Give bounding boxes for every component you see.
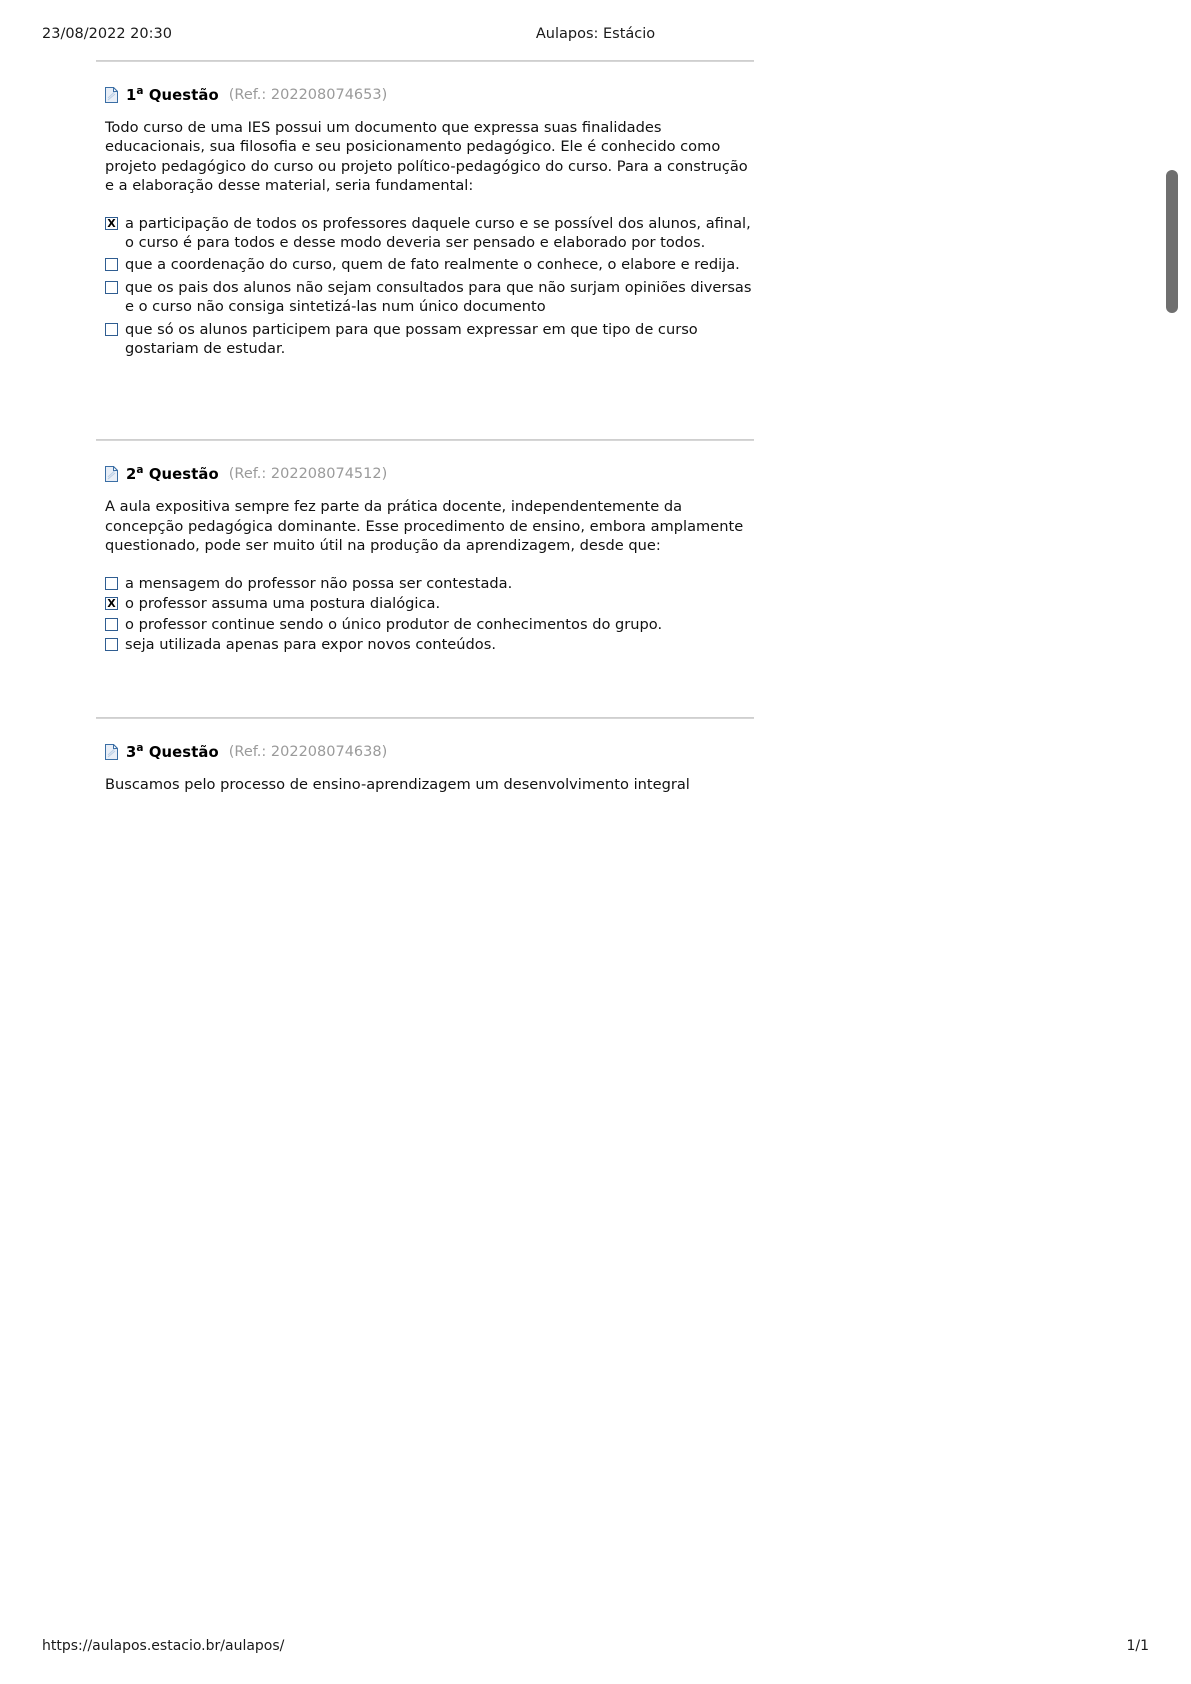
document-icon <box>105 744 118 760</box>
option-row[interactable] <box>105 594 756 613</box>
option-row[interactable] <box>105 574 756 593</box>
checkbox-icon[interactable] <box>105 618 118 631</box>
page-footer <box>0 1638 1191 1658</box>
checkbox-icon[interactable] <box>105 258 118 271</box>
block-spacer <box>96 361 756 439</box>
checkbox-checked-icon[interactable] <box>105 217 118 230</box>
options-list-2 <box>96 556 756 655</box>
option-row[interactable] <box>105 615 756 634</box>
question-block-1 <box>96 62 756 358</box>
document-icon <box>105 466 118 482</box>
footer-url: https://aulapos.estacio.br/aulapos/ <box>42 1638 285 1654</box>
question-label-3: 3$^a$ Questão <box>126 741 219 761</box>
checkbox-checked-icon[interactable] <box>105 597 118 610</box>
option-label: que só os alunos participem para que possam expressar em que tipo de curso gostariam de estudar. <box>125 320 698 358</box>
option-label: o professor assuma uma postura dialógica. <box>125 595 441 613</box>
option-row[interactable] <box>105 214 756 253</box>
question-header-1 <box>96 62 756 105</box>
option-label: o professor continue sendo o único produtor de conhecimentos do grupo. <box>125 615 663 633</box>
checkbox-icon[interactable] <box>105 577 118 590</box>
option-row[interactable] <box>105 320 756 359</box>
option-label: a mensagem do professor não possa ser contestada. <box>125 574 513 592</box>
question-header-2 <box>96 441 756 484</box>
question-ref-3: (Ref.: 202208074638) <box>228 744 388 761</box>
option-row[interactable] <box>105 635 756 654</box>
question-body-2: A aula expositiva sempre fez parte da prática docente, independentemente da concepção pedagógica dominante. Esse procedimento de ensino, embora amplamente questionado, pode ser muito útil na produção da aprendizagem, desde que: <box>105 498 744 555</box>
document-icon <box>105 87 118 103</box>
checkbox-icon[interactable] <box>105 281 118 294</box>
block-spacer <box>96 655 756 717</box>
question-header-3 <box>96 719 756 762</box>
question-ref-1: (Ref.: 202208074653) <box>228 87 388 103</box>
option-label: que os pais dos alunos não sejam consultados para que não surjam opiniões diversas e o curso não consiga sintetizá-las num único documento <box>125 278 752 316</box>
option-label: seja utilizada apenas para expor novos conteúdos. <box>125 635 496 653</box>
option-label: que a coordenação do curso, quem de fato realmente o conhece, o elabore e redija. <box>125 256 740 274</box>
checkbox-icon[interactable] <box>105 638 118 651</box>
quiz-content <box>96 60 756 795</box>
page-header <box>0 26 1191 48</box>
question-ref-2: (Ref.: 202208074512) <box>228 466 388 483</box>
question-body-3: Buscamos pelo processo de ensino-aprendizagem um desenvolvimento integral <box>105 776 690 794</box>
question-body-1: Todo curso de uma IES possui um documento que expressa suas finalidades educacionais, sua filosofia e seu posicionamento pedagógico. Ele é conhecido como projeto pedagógico do curso ou projeto político-pedagógico do curso. Para a construção e a elaboração desse material, seria fundamental: <box>105 119 748 195</box>
options-list-1 <box>96 196 756 359</box>
header-title: Aulapos: Estácio <box>535 26 656 42</box>
question-block-2 <box>96 441 756 654</box>
footer-page-number: 1/1 <box>1126 1638 1149 1654</box>
option-row[interactable] <box>105 278 756 317</box>
question-label-2: 2$^a$ Questão <box>126 464 219 483</box>
checkbox-icon[interactable] <box>105 323 118 336</box>
question-label-1: 1$^a$ Questão <box>126 84 219 104</box>
option-row[interactable] <box>105 255 756 274</box>
scrollbar-thumb[interactable] <box>1166 170 1178 313</box>
option-label: a participação de todos os professores daquele curso e se possível dos alunos, afinal, o curso é para todos e desse modo deveria ser pensado e elaborado por todos. <box>125 214 751 252</box>
header-date: 23/08/2022 20:30 <box>42 26 172 42</box>
question-block-3 <box>96 719 756 794</box>
